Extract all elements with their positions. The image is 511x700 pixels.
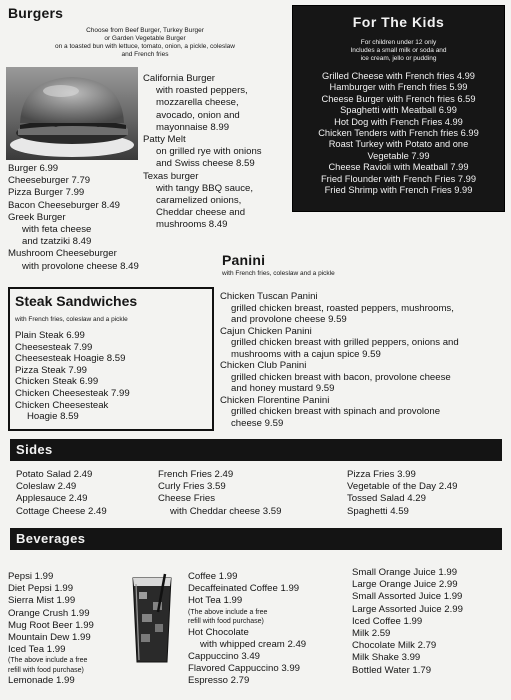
menu-item-detail: caramelized onions,: [156, 195, 242, 207]
menu-item: Chicken Florentine Panini: [220, 394, 330, 406]
menu-item: Vegetable 7.99: [367, 150, 430, 161]
menu-item: Cheeseburger 7.79: [8, 175, 91, 187]
menu-item: Mushroom Cheeseburger: [8, 248, 117, 260]
menu-item: Cajun Chicken Panini: [220, 325, 312, 337]
menu-item: Flavored Cappuccino 3.99: [188, 663, 300, 675]
menu-item-detail: mozzarella cheese,: [156, 97, 239, 109]
menu-item: Cheesesteak 7.99: [15, 341, 93, 353]
kids-menu-box: [292, 5, 505, 212]
menu-item: Fried Shrimp with French Fries 9.99: [324, 185, 473, 196]
sides-heading: Sides: [16, 442, 53, 457]
beverages-header-bar: [10, 528, 502, 550]
menu-item: California Burger: [143, 73, 215, 84]
menu-item-detail: grilled chicken breast with spinach and provolone: [231, 406, 441, 417]
steak-description: with French fries, coleslaw and a pickle: [15, 316, 128, 323]
beverages-column-2: [188, 571, 306, 688]
menu-item-detail: with provolone cheese 8.49: [22, 260, 139, 272]
menu-item: Coleslaw 2.49: [16, 481, 77, 493]
menu-item: Hot Chocolate: [188, 626, 249, 638]
sides-header-bar: [10, 439, 502, 461]
menu-item: Texas burger: [143, 170, 199, 182]
menu-note: (The above include a free: [188, 608, 268, 616]
menu-item-detail: mushrooms with a cajun spice 9.59: [231, 348, 381, 360]
menu-item: Pizza Burger 7.99: [8, 187, 85, 199]
menu-item-detail: and Swiss cheese 8.59: [156, 158, 255, 170]
beverages-heading: Beverages: [16, 531, 86, 546]
menu-item: Applesauce 2.49: [16, 493, 88, 505]
menu-item: Grilled Cheese with French fries 4.99: [322, 71, 475, 81]
burger-photo: [6, 67, 138, 160]
kids-list: [293, 71, 504, 196]
menu-item: Lemonade 1.99: [8, 675, 75, 687]
menu-item: Milk 2.59: [352, 628, 391, 640]
menu-item: Cottage Cheese 2.49: [16, 505, 107, 517]
menu-item: Iced Tea 1.99: [8, 644, 66, 656]
menu-item-detail: grilled chicken breast with bacon, provolone cheese: [231, 371, 451, 383]
menu-item: Spaghetti with Meatball 6.99: [340, 105, 457, 116]
menu-note: refill with food purchase): [188, 618, 264, 626]
menu-item: Pizza Steak 7.99: [15, 364, 87, 376]
featured-burgers: [143, 73, 262, 232]
menu-item-detail: with Cheddar cheese 3.59: [170, 505, 282, 517]
menu-item-detail: and provolone cheese 9.59: [231, 314, 347, 325]
menu-item: Pepsi 1.99: [8, 571, 54, 582]
menu-item: Small Orange Juice 1.99: [352, 567, 458, 578]
menu-item: Spaghetti 4.59: [347, 505, 409, 517]
menu-item: Tossed Salad 4.29: [347, 493, 426, 505]
description-line: Choose from Beef Burger, Turkey Burger: [86, 27, 204, 34]
description-line: ice cream, jello or pudding: [360, 55, 437, 62]
menu-item-detail: and tzatziki 8.49: [22, 236, 92, 248]
menu-item-detail: with whipped cream 2.49: [200, 638, 307, 650]
beverages-column-1: [8, 571, 94, 688]
menu-item: Cappuccino 3.49: [188, 651, 261, 663]
menu-item-detail: mushrooms 8.49: [156, 219, 228, 231]
menu-item: Milk Shake 3.99: [352, 652, 421, 664]
menu-item: Decaffeinated Coffee 1.99: [188, 583, 300, 595]
menu-item: Iced Coffee 1.99: [352, 615, 423, 627]
steak-sandwiches-box: [8, 287, 214, 431]
menu-item: Hamburger with French fries 5.99: [329, 82, 468, 93]
menu-item: Diet Pepsi 1.99: [8, 583, 74, 595]
menu-item-detail: Cheddar cheese and: [156, 207, 246, 219]
menu-item: Chicken Tenders with French fries 6.99: [318, 128, 479, 139]
menu-item-detail: on grilled rye with onions: [156, 146, 262, 158]
sides-column-1: [16, 469, 107, 518]
menu-item: Plain Steak 6.99: [15, 330, 85, 341]
menu-item-detail: avocado, onion and: [156, 109, 240, 121]
description-line: and French fries: [121, 51, 169, 58]
burgers-description: [0, 27, 290, 59]
menu-item: Potato Salad 2.49: [16, 469, 93, 480]
menu-item: French Fries 2.49: [158, 469, 234, 480]
menu-item: Large Assorted Juice 2.99: [352, 603, 463, 615]
menu-note: refill with food purchase): [8, 666, 84, 674]
menu-item: Greek Burger: [8, 211, 66, 223]
menu-item: Roast Turkey with Potato and one: [328, 139, 469, 150]
menu-item: Cheesesteak Hoagie 8.59: [15, 353, 126, 365]
menu-item-detail: with tangy BBQ sauce,: [156, 182, 254, 194]
menu-item: Hot Tea 1.99: [188, 595, 243, 607]
steak-list: [15, 330, 130, 423]
menu-item: Hot Dog with French Fries 4.99: [334, 116, 463, 127]
menu-item: Mug Root Beer 1.99: [8, 619, 94, 631]
menu-item: Vegetable of the Day 2.49: [347, 481, 458, 493]
menu-item-detail: mayonnaise 8.99: [156, 121, 230, 133]
description-line: or Garden Vegetable Burger: [104, 35, 186, 42]
menu-note: (The above include a free: [8, 657, 88, 665]
menu-item-detail: grilled chicken breast, roasted peppers, mushrooms,: [231, 302, 454, 314]
menu-item: Bacon Cheeseburger 8.49: [8, 199, 121, 211]
menu-item: Cheese Burger with French fries 6.59: [321, 93, 476, 104]
kids-heading: For The Kids: [352, 14, 445, 30]
menu-item-detail: and honey mustard 9.59: [231, 383, 335, 394]
beverages-column-3: [352, 567, 463, 677]
menu-item: Chicken Cheesesteak: [15, 399, 109, 411]
menu-item: Coffee 1.99: [188, 571, 238, 582]
menu-item: Burger 6.99: [8, 163, 59, 174]
menu-item: Cheese Ravioli with Meatball 7.99: [328, 162, 469, 173]
menu-item: Espresso 2.79: [188, 675, 250, 687]
steak-heading: Steak Sandwiches: [15, 293, 138, 309]
sides-column-3: [347, 469, 457, 518]
description-line: For children under 12 only: [360, 39, 437, 46]
burgers-heading: Burgers: [8, 5, 64, 21]
menu-item-detail: cheese 9.59: [231, 417, 284, 429]
burger-list: [8, 163, 139, 273]
menu-item: Chicken Tuscan Panini: [220, 291, 318, 302]
menu-item: Cheese Fries: [158, 493, 216, 505]
menu-item-detail: with feta cheese: [22, 224, 92, 236]
description-line: Includes a small milk or soda and: [350, 47, 447, 54]
menu-item: Sierra Mist 1.99: [8, 595, 76, 607]
menu-item: Small Assorted Juice 1.99: [352, 591, 463, 603]
menu-item-detail: Hoagie 8.59: [27, 411, 79, 423]
menu-item: Bottled Water 1.79: [352, 664, 432, 676]
menu-item: Chicken Cheesesteak 7.99: [15, 387, 130, 399]
menu-item: Chicken Steak 6.99: [15, 376, 99, 388]
sides-column-2: [158, 469, 281, 518]
menu-item: Large Orange Juice 2.99: [352, 579, 458, 591]
menu-item-detail: grilled chicken breast with grilled peppers, onions and: [231, 337, 459, 348]
menu-item: Patty Melt: [143, 134, 186, 146]
menu-item: Curly Fries 3.59: [158, 481, 226, 493]
menu-item: Chocolate Milk 2.79: [352, 640, 437, 652]
menu-item: Fried Flounder with French Fries 7.99: [320, 173, 476, 184]
menu-item-detail: with roasted peppers,: [156, 85, 248, 97]
menu-item: Mountain Dew 1.99: [8, 632, 91, 644]
description-line: on a toasted bun with lettuce, tomato, onion, a pickle, coleslaw: [55, 43, 235, 50]
menu-item: Chicken Club Panini: [220, 360, 307, 371]
soda-glass-image: [127, 572, 177, 666]
menu-item: Pizza Fries 3.99: [347, 469, 416, 480]
menu-item: Orange Crush 1.99: [8, 607, 90, 619]
kids-description: [293, 39, 504, 63]
panini-description: with French fries, coleslaw and a pickle: [222, 270, 335, 277]
panini-list: [220, 291, 459, 429]
panini-heading: Panini: [222, 252, 266, 268]
